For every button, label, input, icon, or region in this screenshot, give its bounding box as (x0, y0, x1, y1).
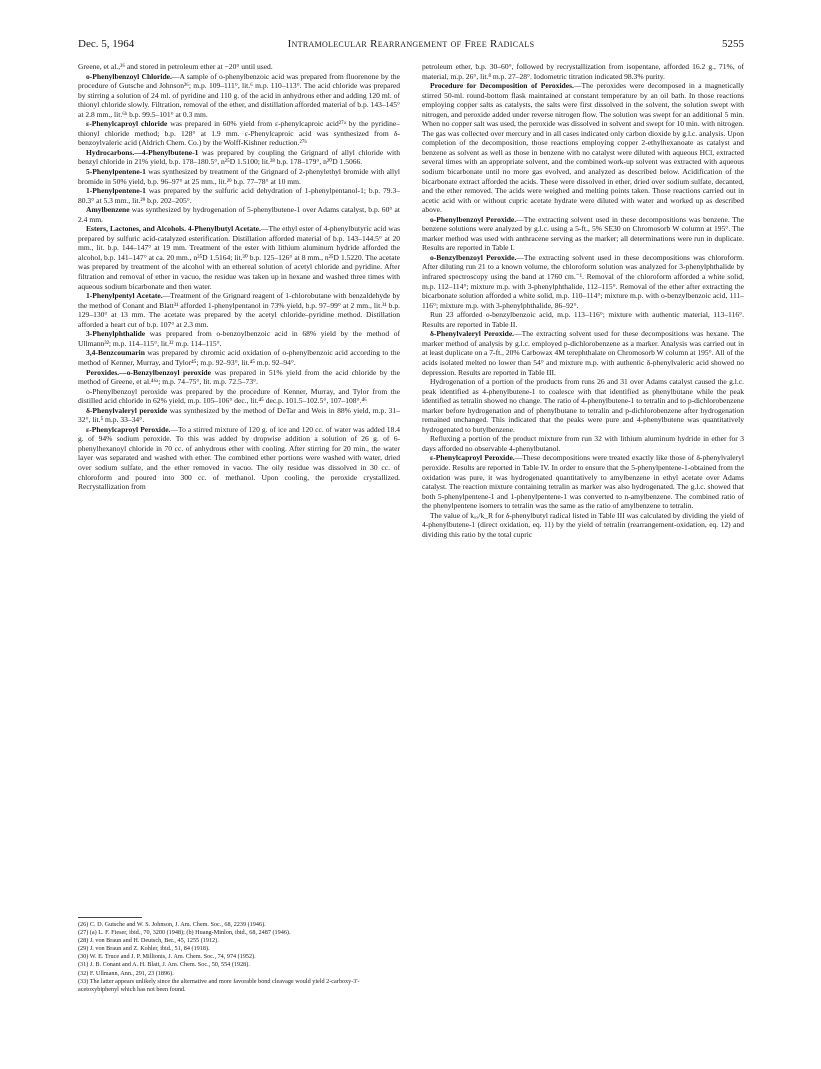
paragraph (78, 148, 400, 167)
footnotes (78, 921, 400, 994)
paragraph-text: Hydrogenation of a portion of the products from runs 26 and 31 over Adams catalyst caused the g.l.c. peak identified as 4-phenylbutene-1 to coalesce with that identified as phenylbutane while the peak identified as tetralin showed no change. The ratio of 4-phenylbutene-1 to tetralin and to p-dichlorobenzene marker before hydrogenation and of phenylbutane to tetralin and p-dichlorobenzene after hydrogenation remained unchanged. This indicated that the peaks were pure and 4-phenylbutene was quantitatively hydrogenated to butylbenzene. (422, 377, 744, 434)
paragraph-text: —To a stirred mixture of 120 g. of ice and 120 cc. of water was added 18.4 g. of 94% sodium peroxide. To this was added by dropwise addition a solution of 26 g. of 6-phenylhexanoyl chloride in 70 cc. of anhydrous ether with cooling. After stirring for 20 min., the water layer was separated and washed with ether. The combined ether portions were washed with water, dried over sodium sulfate, and the ether removed in vacuo. The oily residue was dissolved in 30 cc. of chloroform and poured into 300 cc. of methanol. Upon cooling, the peroxide crystallized. Recrystallization from (78, 424, 400, 492)
paragraph-text: —Treatment of the Grignard reagent of 1-chlorobutane with benzaldehyde by the method of Conant and Blatt³¹ afforded 1-phenylpentanol in 73% yield, b.p. 97–99° at 2 mm., lit.³¹ b.p. 129–130° at 13 mm. The acetate was prepared by the acetyl chloride–pyridine method. Distillation afforded a heart cut of b.p. 107° at 2.3 mm. (78, 291, 400, 329)
paragraph-text: —The peroxides were decomposed in a magnetically stirred 50-ml. round-bottom flask maintained at constant temperature by an oil bath. In those reactions employing copper salts as catalysts, the salts were first dissolved in the solvent, the solution swept with nitrogen, and peroxide added under reverse nitrogen flow. The solution was swept for an additional 5 min. When no copper salt was used, the peroxide was dissolved in solvent and swept for 10 min. with nitrogen. The gas was collected over mercury and in all cases indicated only carbon dioxide by g.l.c. analysis. Upon completion of the decomposition, those reactions employing copper 2-ethylhexanoate as catalyst and benzene as solvent as well as those in benzene with no catalyst were diluted with aqueous HCl, extracted several times with an appropriate solvent, and the combined work-up solvent was extracted with aqueous sodium bicarbonate until no more gas evolved, and analyzed as described below. Acidification of the bicarbonate extract afforded the acids. These were dissolved in ether, dried over sodium sulfate, decanted, and the ether removed. The acids were weighed and melting points taken. Those reactions carried out in acetic acid with or without cupric acetate hydrate were diluted with water and worked up as described above. (422, 81, 744, 215)
paragraph-text: was prepared by chromic acid oxidation of o-phenylbenzoic acid according to the method of Kenner, Murray, and Tylor⁴⁵; m.p. 92–93°, lit.⁴⁵ m.p. 92–94°. (78, 348, 400, 367)
left-column (78, 62, 400, 1062)
paragraph-text: —A sample of o-phenylbenzoic acid was prepared from fluorenone by the procedure of Gutsche and Johnson²⁶; m.p. 109–111°, lit.⁶ m.p. 110–113°. The acid chloride was prepared by stirring a solution of 24 ml. of pyridine and 110 g. of the acid in anhydrous ether and adding 120 ml. of thionyl chloride slowly. Filtration, removal of the ether, and distillation afforded material of b.p. 143–145° at 2.8 mm., lit.⁶ᵇ b.p. 99.5–101° at 0.3 mm. (78, 71, 400, 119)
paragraph-text: was prepared from o-benzoylbenzoic acid in 68% yield by the method of Ullmann³²; m.p. 114–115°, lit.³² m.p. 114–115°. (78, 329, 400, 348)
paragraph (78, 425, 400, 492)
paragraph (422, 81, 744, 215)
paragraph-heading: Procedure for Decomposition of Peroxides. (430, 81, 574, 91)
paragraph-heading: Peroxides.—o-Benzylbenzoyl peroxide (86, 367, 211, 377)
paragraph-heading: 3-Phenylphthalide (86, 329, 146, 339)
footnote-separator (78, 917, 142, 918)
footnote: (30) W. E. Truce and J. P. Millionis, J. Am. Chem. Soc., 74, 974 (1952). (78, 953, 256, 961)
paragraph-heading: o-Phenylbenzoyl Chloride. (86, 71, 172, 81)
paragraph-heading: Hydrocarbons.—4-Phenylbutene-1 (86, 147, 199, 157)
paragraph (422, 62, 744, 81)
paragraph-heading: 3,4-Benzcoumarin (86, 348, 145, 358)
paragraph (422, 253, 744, 310)
paragraph-text: The value of kₒₓ/k_R for δ-phenylbutyl radical listed in Table III was calculated by dividing the yield of 4-phenylbutene-1 (direct oxidation, eq. 11) by the yield of tetralin (rearrangement-oxidation, eq. 12) and dividing this ratio by the total cupric (422, 510, 744, 539)
paragraph-heading: 1-Phenylpentene-1 (86, 186, 146, 196)
paragraph (78, 186, 400, 205)
paragraph-text: Greene, et al.,²⁶ and stored in petroleum ether at −20° until used. (78, 62, 273, 71)
paragraph-text: was prepared by coupling the Grignard of allyl chloride with benzyl chloride in 21% yield, b.p. 178–180.5°, n²⁵D 1.5100; lit.²⁸ b.p. 178–179°, n²⁰D 1.5066. (78, 147, 400, 167)
paragraph-heading: δ-Phenylvaleryl Peroxide. (430, 329, 515, 339)
paragraph-text: Refluxing a portion of the product mixture from run 32 with lithium aluminum hydride in ether for 3 days afforded no observable 4-phenylbutanol. (422, 434, 744, 453)
footnote: (28) J. von Braun and H. Deutsch, Ber., 45, 1255 (1912). (78, 937, 219, 945)
paragraph-text: was synthesized by treatment of the Grignard of 2-phenylethyl bromide with allyl bromide in 50% yield, b.p. 96–97° at 25 mm., lit.²⁹ b.p. 77–78° at 10 mm. (78, 167, 400, 186)
footnote: (29) J. von Braun and Z. Kohler, ibid., 51, 84 (1918). (78, 945, 210, 953)
paragraph (78, 167, 400, 186)
paragraph-heading: Esters, Lactones, and Alcohols. 4-Phenylbutyl Acetate. (86, 224, 261, 234)
paragraph-text: —The extracting solvent used for these decompositions was hexane. The marker method of analysis by g.l.c. employed p-dichlorobenzene as a marker. Analysis was carried out in at least duplicate on a 7-ft., 20% Carbowax 4M terephthalate on Chromosorb W column at 195°. All of the acids isolated melted no lower than 54° and mixture m.p. with authentic δ-phenylvaleric acid showed no depression. Results are reported in Table III. (422, 329, 744, 377)
paragraph (78, 205, 400, 224)
paragraph (78, 406, 400, 425)
paragraph-heading: 1-Phenylpentyl Acetate. (86, 291, 163, 301)
paragraph (422, 434, 744, 453)
paragraph-text: was prepared by the sulfuric acid dehydration of 1-phenylpentanol-1; b.p. 79.3–80.3° at 5.3 mm., lit.²⁹ b.p. 202–205°. (78, 186, 400, 205)
paragraph-text: —The ethyl ester of 4-phenylbutyric acid was prepared by sulfuric acid-catalyzed esterification. Distillation afforded material of b.p. 143–144.5° at 20 mm., lit. b.p. 144–147° at 19 mm. Treatment of the ester with lithium aluminum hydride afforded the alcohol, b.p. 141–147° at ca. 20 mm., n²⁵D 1.5164; lit.³⁰ b.p. 125–126° at 8 mm., n²⁵D 1.5220. The acetate was prepared by treatment of the alcohol with an ethereal solution of acetyl chloride and pyridine. After filtration and removal of ether in vacuo, the residue was taken up in hexane and washed three times with aqueous sodium bicarbonate and then water. (78, 224, 400, 291)
paragraph (78, 119, 400, 148)
paragraph (78, 291, 400, 329)
paragraph (78, 368, 400, 387)
paragraph (422, 329, 744, 377)
header-date: Dec. 5, 1964 (78, 38, 135, 50)
footnote: (31) J. B. Conant and A. H. Blatt, J. Am. Chem. Soc., 50, 554 (1928). (78, 961, 250, 969)
paragraph (78, 329, 400, 348)
footnote: (33) The latter appears unlikely since the alternative and more favorable bond cleavage would yield 2-carboxy-3'-acetoxybiphenyl which has not been found. (78, 977, 360, 993)
footnote: (27) (a) L. F. Fieser, ibid., 70, 3200 (1948); (b) Huang-Minlon, ibid., 68, 2487 (1946). (78, 929, 291, 937)
paragraph (78, 72, 400, 120)
paragraph-heading: Amylbenzene (86, 205, 130, 215)
paragraph (78, 387, 400, 406)
right-column (422, 62, 744, 1062)
paragraph-heading: ε-Phenylcaproyl chloride (86, 119, 168, 129)
paragraph-text: o-Phenylbenzoyl peroxide was prepared by the procedure of Kenner, Murray, and Tylor from the distilled acid chloride in 62% yield, m.p. 105–106° dec., lit.⁴⁵ dec.p. 101.5–102.5°, 107–108°.⁴⁶ (78, 386, 400, 406)
paragraph-heading: o-Benzylbenzoyl Peroxide. (430, 252, 517, 262)
paragraph (422, 453, 744, 510)
paragraph (78, 224, 400, 291)
paragraph-text: —The extracting solvent used in these decompositions was benzene. The benzene solutions were analyzed by g.l.c. using a 5-ft., 5% SE30 on Chromosorb W column at 195°. The marker method was used with anthracene serving as the marker; all determinations were run in duplicate. Results are reported in Table I. (422, 214, 744, 253)
footnote: (26) C. D. Gutsche and W. S. Johnson, J. Am. Chem. Soc., 68, 2239 (1946). (78, 921, 266, 928)
paragraph (422, 310, 744, 329)
header-title: Intramolecular Rearrangement of Free Radicals (287, 38, 535, 50)
paragraph (78, 348, 400, 367)
paragraph-heading: ε-Phenylcaproyl Peroxide. (86, 424, 171, 434)
paragraph-heading: ε-Phenylcaproyl Peroxide. (430, 453, 515, 463)
paragraph-heading: 5-Phenylpentene-1 (86, 167, 146, 177)
paragraph (422, 215, 744, 253)
paragraph-text: was synthesized by hydrogenation of 5-phenylbutene-1 over Adams catalyst, b.p. 60° at 2.4 mm. (78, 205, 400, 224)
paragraph (422, 377, 744, 434)
paragraph-text: was prepared in 51% yield from the acid chloride by the method of Greene, et al.⁴⁶ᵃ; m.p. 74–75°, lit. m.p. 72.5–73°. (78, 367, 400, 387)
running-header (78, 38, 744, 52)
footnote: (32) F. Ullmann, Ann., 291, 23 (1896). (78, 969, 174, 977)
paragraph (422, 511, 744, 540)
paragraph-text: petroleum ether, b.p. 30–60°, followed by recrystallization from isopentane, afforded 16.2 g., 71%, of material, m.p. 26°, lit.⁸ m.p. 27–28°. Iodometric titration indicated 98.3% purity. (422, 62, 744, 81)
paragraph-heading: δ-Phenylvaleryl peroxide (86, 405, 168, 415)
paragraph-text: —The extracting solvent used in these decompositions was chloroform. After diluting run 21 to a known volume, the chloroform solution was analyzed for 3-phenylphthalide by infrared spectroscopy using the band at 1760 cm.⁻¹. Removal of the chloroform afforded a white solid, m.p. 112–114°; mixture m.p. with 3-phenylphthalide, 112–115°. Removal of the ether after extracting the bicarbonate solution afforded a white solid, m.p. 110–114°; mixture m.p. with o-benzylbenzoic acid, 111–116°; mixture m.p. with 3-phenylphthalide, 86–92°. (422, 252, 744, 310)
paragraph-heading: o-Phenylbenzoyl Peroxide. (430, 214, 517, 224)
paragraph-text: was synthesized by the method of DeTar and Weis in 88% yield, m.p. 31–32°, lit.⁵ m.p. 33–34°. (78, 405, 400, 425)
paragraph (78, 62, 400, 72)
header-page-number: 5255 (722, 38, 744, 50)
paragraph-text: —These decompositions were treated exactly like those of δ-phenylvaleryl peroxide. Results are reported in Table IV. In order to ensure that the 5-phenylpentene-1-obtained from the oxidation was pure, it was hydrogenated quantitatively to amylbenzene in ethyl acetate over Adams catalyst. The reaction mixture containing tetralin as marker was also hydrogenated. The g.l.c. showed that both 5-phenylpentene-1 and 1-phenylpentene-1 was converted to n-amylbenzene. The combined ratio of the phenylpentene isomers to tetralin was the same as the ratio of amylbenzene to tetralin. (422, 453, 744, 511)
paragraph-text: Run 23 afforded o-benzylbenzoic acid, m.p. 113–116°; mixture with authentic material, 113–116°. Results are reported in Table II. (422, 310, 744, 329)
paragraph-text: was prepared in 60% yield from ε-phenylcaproic acid²⁷ᵃ by the pyridine–thionyl chloride method; b.p. 128° at 1.9 mm. ε-Phenylcaproic acid was synthesized from δ-benzoylvaleric acid (Aldrich Chem. Co.) by the Wolff-Kishner reduction.²⁷ᵇ (78, 119, 400, 148)
